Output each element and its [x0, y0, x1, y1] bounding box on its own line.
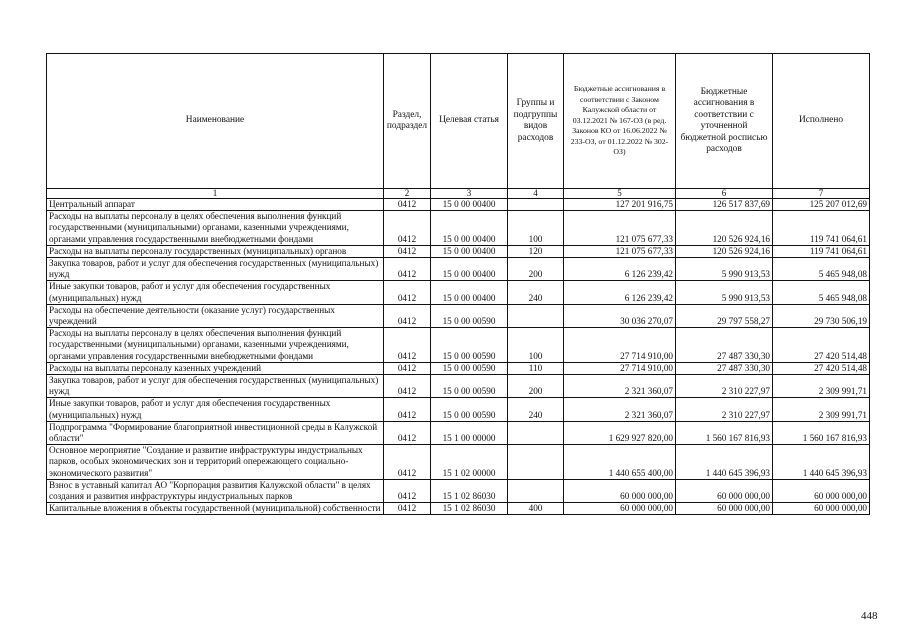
row-budget-law: 121 075 677,33 [564, 211, 676, 246]
row-executed: 119 741 064,61 [773, 211, 870, 246]
header-executed: Исполнено [773, 54, 870, 189]
row-group [508, 479, 564, 502]
row-budget-list: 27 487 330,30 [676, 362, 773, 374]
row-target: 15 0 00 00400 [431, 245, 508, 257]
page-number: 448 [861, 610, 878, 622]
row-executed: 5 465 948,08 [773, 258, 870, 281]
column-number: 5 [564, 189, 676, 199]
table-row [47, 362, 870, 374]
row-group [508, 445, 564, 480]
row-name: Расходы на обеспечение деятельности (оказание услуг) государственных учреждений [47, 304, 384, 327]
column-number: 7 [773, 189, 870, 199]
row-budget-law: 1 440 655 400,00 [564, 445, 676, 480]
row-executed: 27 420 514,48 [773, 362, 870, 374]
row-section: 0412 [384, 375, 431, 398]
row-section: 0412 [384, 445, 431, 480]
row-name: Основное мероприятие "Создание и развитие инфраструктуры индустриальных парков, особых экономических зон и территорий опережающего социально-экономического развития" [47, 445, 384, 480]
row-group: 200 [508, 258, 564, 281]
row-target: 15 0 00 00590 [431, 328, 508, 363]
row-budget-list: 1 560 167 816,93 [676, 421, 773, 444]
row-budget-list: 2 310 227,97 [676, 375, 773, 398]
row-name: Закупка товаров, работ и услуг для обеспечения государственных (муниципальных) нужд [47, 375, 384, 398]
row-budget-list: 1 440 645 396,93 [676, 445, 773, 480]
row-section: 0412 [384, 304, 431, 327]
row-section: 0412 [384, 245, 431, 257]
row-section: 0412 [384, 398, 431, 421]
row-budget-law: 60 000 000,00 [564, 503, 676, 515]
row-executed: 60 000 000,00 [773, 503, 870, 515]
header-name: Наименование [47, 54, 384, 189]
table-row [47, 421, 870, 444]
row-group [508, 199, 564, 211]
budget-table [46, 53, 870, 515]
row-section: 0412 [384, 328, 431, 363]
row-executed: 119 741 064,61 [773, 245, 870, 257]
row-executed: 2 309 991,71 [773, 398, 870, 421]
column-number-row [47, 189, 870, 199]
row-executed: 5 465 948,08 [773, 281, 870, 304]
row-budget-law: 30 036 270,07 [564, 304, 676, 327]
table-header-row [47, 54, 870, 189]
row-group [508, 304, 564, 327]
row-name: Расходы на выплаты персоналу в целях обеспечения выполнения функций государственными (муниципальными) органами, казенными учреждениями, органами управления государственными внебюджетными фондами [47, 211, 384, 246]
row-budget-list: 60 000 000,00 [676, 503, 773, 515]
row-executed: 1 440 645 396,93 [773, 445, 870, 480]
table-row [47, 445, 870, 480]
row-group: 240 [508, 281, 564, 304]
table-row [47, 199, 870, 211]
row-budget-law: 27 714 910,00 [564, 328, 676, 363]
header-target-article: Целевая статья [431, 54, 508, 189]
row-budget-list: 120 526 924,16 [676, 211, 773, 246]
row-target: 15 0 00 00400 [431, 199, 508, 211]
table-row [47, 503, 870, 515]
row-section: 0412 [384, 503, 431, 515]
row-section: 0412 [384, 421, 431, 444]
row-target: 15 1 02 86030 [431, 479, 508, 502]
row-budget-law: 127 201 916,75 [564, 199, 676, 211]
row-budget-law: 6 126 239,42 [564, 258, 676, 281]
row-target: 15 1 02 86030 [431, 503, 508, 515]
column-number: 3 [431, 189, 508, 199]
row-target: 15 0 00 00400 [431, 281, 508, 304]
row-budget-list: 126 517 837,69 [676, 199, 773, 211]
row-executed: 27 420 514,48 [773, 328, 870, 363]
row-group: 100 [508, 328, 564, 363]
row-name: Иные закупки товаров, работ и услуг для обеспечения государственных (муниципальных) нужд [47, 281, 384, 304]
row-budget-list: 5 990 913,53 [676, 258, 773, 281]
row-group: 110 [508, 362, 564, 374]
row-executed: 125 207 012,69 [773, 199, 870, 211]
row-target: 15 0 00 00400 [431, 258, 508, 281]
row-executed: 1 560 167 816,93 [773, 421, 870, 444]
column-number: 4 [508, 189, 564, 199]
row-group: 100 [508, 211, 564, 246]
column-number: 6 [676, 189, 773, 199]
row-section: 0412 [384, 362, 431, 374]
row-name: Расходы на выплаты персоналу в целях обеспечения выполнения функций государственными (муниципальными) органами, казенными учреждениями, органами управления государственными внебюджетными фондами [47, 328, 384, 363]
row-section: 0412 [384, 258, 431, 281]
row-budget-law: 2 321 360,07 [564, 398, 676, 421]
row-budget-law: 27 714 910,00 [564, 362, 676, 374]
row-group [508, 421, 564, 444]
row-name: Подпрограмма "Формирование благоприятной инвестиционной среды в Калужской области" [47, 421, 384, 444]
row-budget-law: 1 629 927 820,00 [564, 421, 676, 444]
row-executed: 2 309 991,71 [773, 375, 870, 398]
row-section: 0412 [384, 281, 431, 304]
row-budget-law: 60 000 000,00 [564, 479, 676, 502]
row-target: 15 0 00 00590 [431, 362, 508, 374]
table-row [47, 258, 870, 281]
row-name: Центральный аппарат [47, 199, 384, 211]
row-budget-list: 2 310 227,97 [676, 398, 773, 421]
row-group: 400 [508, 503, 564, 515]
row-budget-list: 5 990 913,53 [676, 281, 773, 304]
row-section: 0412 [384, 211, 431, 246]
row-name: Иные закупки товаров, работ и услуг для обеспечения государственных (муниципальных) нужд [47, 398, 384, 421]
row-section: 0412 [384, 199, 431, 211]
row-executed: 60 000 000,00 [773, 479, 870, 502]
row-executed: 29 730 506,19 [773, 304, 870, 327]
row-name: Взнос в уставный капитал АО "Корпорация развития Калужской области" в целях создания и развития инфраструктуры индустриальных парков [47, 479, 384, 502]
table-row [47, 479, 870, 502]
table-row [47, 328, 870, 363]
header-budget-list: Бюджетные ассигнования в соответствии с уточненной бюджетной росписью расходов [676, 54, 773, 189]
header-section: Раздел, подраздел [384, 54, 431, 189]
row-name: Расходы на выплаты персоналу казенных учреждений [47, 362, 384, 374]
header-expense-groups: Группы и подгруппы видов расходов [508, 54, 564, 189]
header-budget-law: Бюджетные ассигнования в соответствии с Законом Калужской области от 03.12.2021 № 167-ОЗ (в ред. Законов КО от 16.06.2022 № 233-ОЗ, от 01.12.2022 № 302-ОЗ) [564, 54, 676, 189]
row-group: 120 [508, 245, 564, 257]
row-target: 15 0 00 00590 [431, 375, 508, 398]
row-budget-list: 27 487 330,30 [676, 328, 773, 363]
column-number: 2 [384, 189, 431, 199]
row-name: Закупка товаров, работ и услуг для обеспечения государственных (муниципальных) нужд [47, 258, 384, 281]
table-row [47, 304, 870, 327]
table-row [47, 281, 870, 304]
table-row [47, 398, 870, 421]
table-row [47, 211, 870, 246]
row-budget-list: 60 000 000,00 [676, 479, 773, 502]
table-row [47, 245, 870, 257]
row-target: 15 1 00 00000 [431, 421, 508, 444]
row-group: 200 [508, 375, 564, 398]
row-name: Расходы на выплаты персоналу государственных (муниципальных) органов [47, 245, 384, 257]
row-group: 240 [508, 398, 564, 421]
row-budget-list: 120 526 924,16 [676, 245, 773, 257]
row-budget-law: 121 075 677,33 [564, 245, 676, 257]
row-target: 15 1 02 00000 [431, 445, 508, 480]
row-budget-law: 2 321 360,07 [564, 375, 676, 398]
table-row [47, 375, 870, 398]
row-budget-list: 29 797 558,27 [676, 304, 773, 327]
row-budget-law: 6 126 239,42 [564, 281, 676, 304]
row-target: 15 0 00 00590 [431, 304, 508, 327]
row-target: 15 0 00 00400 [431, 211, 508, 246]
row-section: 0412 [384, 479, 431, 502]
column-number: 1 [47, 189, 384, 199]
row-target: 15 0 00 00590 [431, 398, 508, 421]
row-name: Капитальные вложения в объекты государственной (муниципальной) собственности [47, 503, 384, 515]
